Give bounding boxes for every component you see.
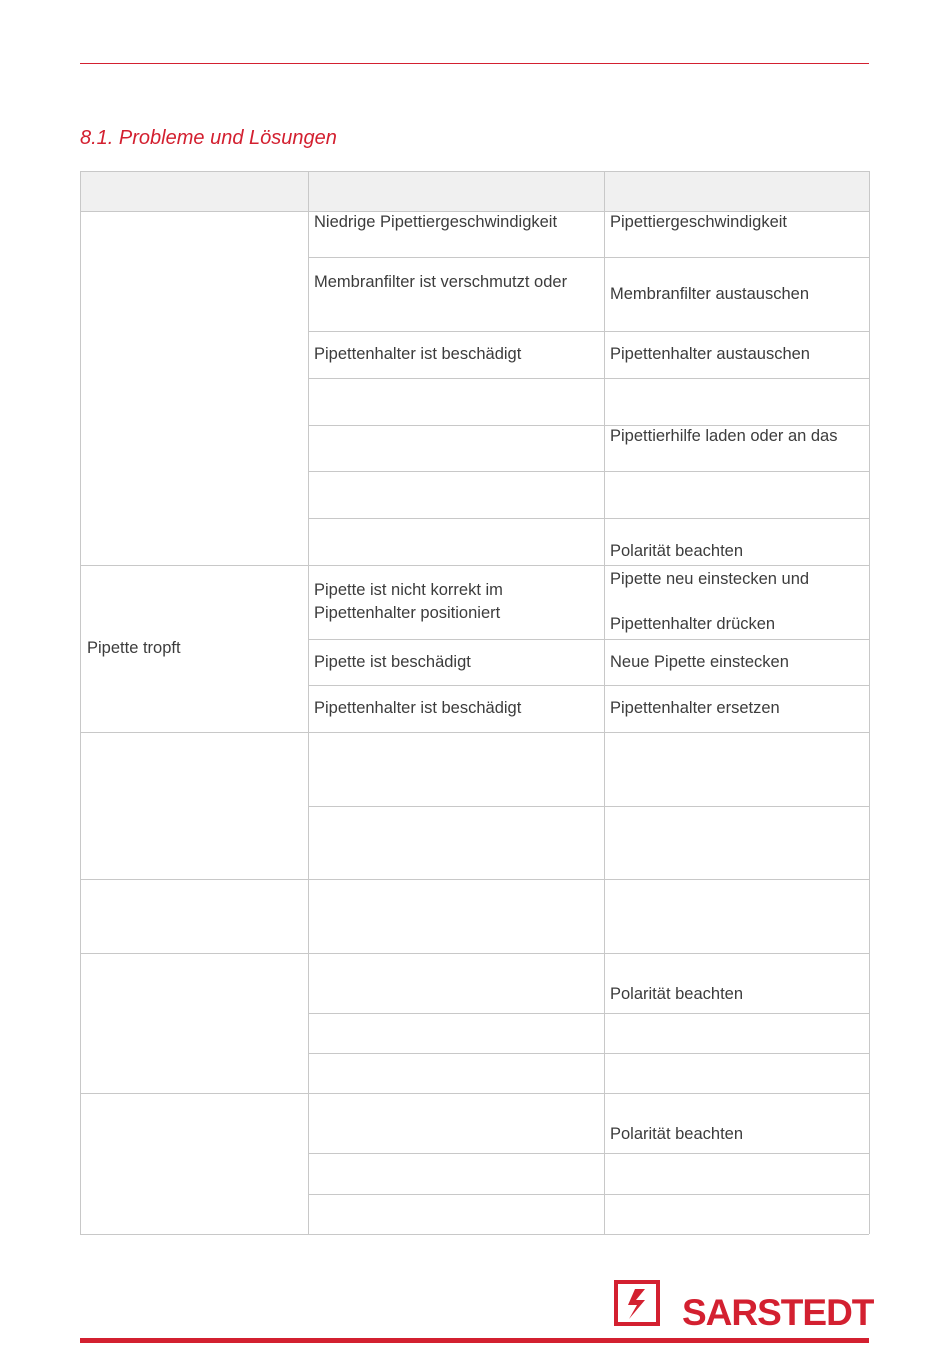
table-row-divider [80, 953, 869, 954]
table-cell-cause: Pipette ist beschädigt [314, 653, 471, 671]
table-cell-solution: Polarität beachten [610, 1125, 744, 1143]
table-row-divider [308, 378, 869, 379]
table-row-divider [308, 518, 869, 519]
sarstedt-logo-icon [614, 1280, 660, 1326]
table-cell-solution: Membranfilter austauschen [610, 285, 810, 303]
table-cell-solution: Polarität beachten [610, 985, 744, 1003]
table-row-divider [308, 639, 869, 640]
table-row-divider [308, 685, 869, 686]
table-border-right [869, 171, 870, 1234]
table-row-divider [80, 732, 869, 733]
table-cell-cause: Niedrige Pipettiergeschwindigkeit [314, 213, 558, 231]
table-cell-solution: Pipettenhalter ersetzen [610, 699, 780, 717]
table-cell-cause: Membranfilter ist verschmutzt oder [314, 273, 568, 291]
table-cell-solution: Pipettiergeschwindigkeit [610, 213, 788, 231]
table-cell-cause: Pipettenhalter positioniert [314, 604, 501, 622]
header-rule [80, 63, 869, 64]
table-row-divider [308, 471, 869, 472]
section-title: 8.1. Probleme und Lösungen [80, 127, 337, 149]
table-cell-solution: Polarität beachten [610, 542, 744, 560]
table-cell-solution: Pipette neu einstecken und [610, 570, 810, 588]
table-border-top [80, 171, 869, 172]
table-border-left [80, 171, 81, 1234]
table-row-divider [308, 1153, 869, 1154]
brand-name: SARSTEDT [682, 1292, 874, 1333]
footer-rule [80, 1338, 869, 1343]
table-header-row [80, 171, 869, 211]
table-cell-solution: Pipettierhilfe laden oder an das [610, 427, 838, 445]
table-row-divider [80, 1093, 869, 1094]
table-row-divider [80, 565, 869, 566]
table-row-divider [308, 806, 869, 807]
table-cell-cause: Pipettenhalter ist beschädigt [314, 345, 522, 363]
table-row-divider [80, 879, 869, 880]
table-cell-problem: Pipette tropft [87, 639, 181, 657]
table-cell-cause: Pipette ist nicht korrekt im [314, 581, 503, 599]
table-cell-solution: Pipettenhalter austauschen [610, 345, 810, 363]
troubleshooting-table [80, 171, 869, 1234]
table-row-divider [308, 1053, 869, 1054]
sarstedt-logo [614, 1280, 874, 1332]
table-cell-solution: Neue Pipette einstecken [610, 653, 789, 671]
table-border-bottom [80, 1234, 869, 1235]
table-cell-solution: Pipettenhalter drücken [610, 615, 776, 633]
table-row-divider [308, 1013, 869, 1014]
table-row-divider [308, 331, 869, 332]
table-cell-cause: Pipettenhalter ist beschädigt [314, 699, 522, 717]
table-row-divider [308, 257, 869, 258]
table-row-divider [308, 1194, 869, 1195]
